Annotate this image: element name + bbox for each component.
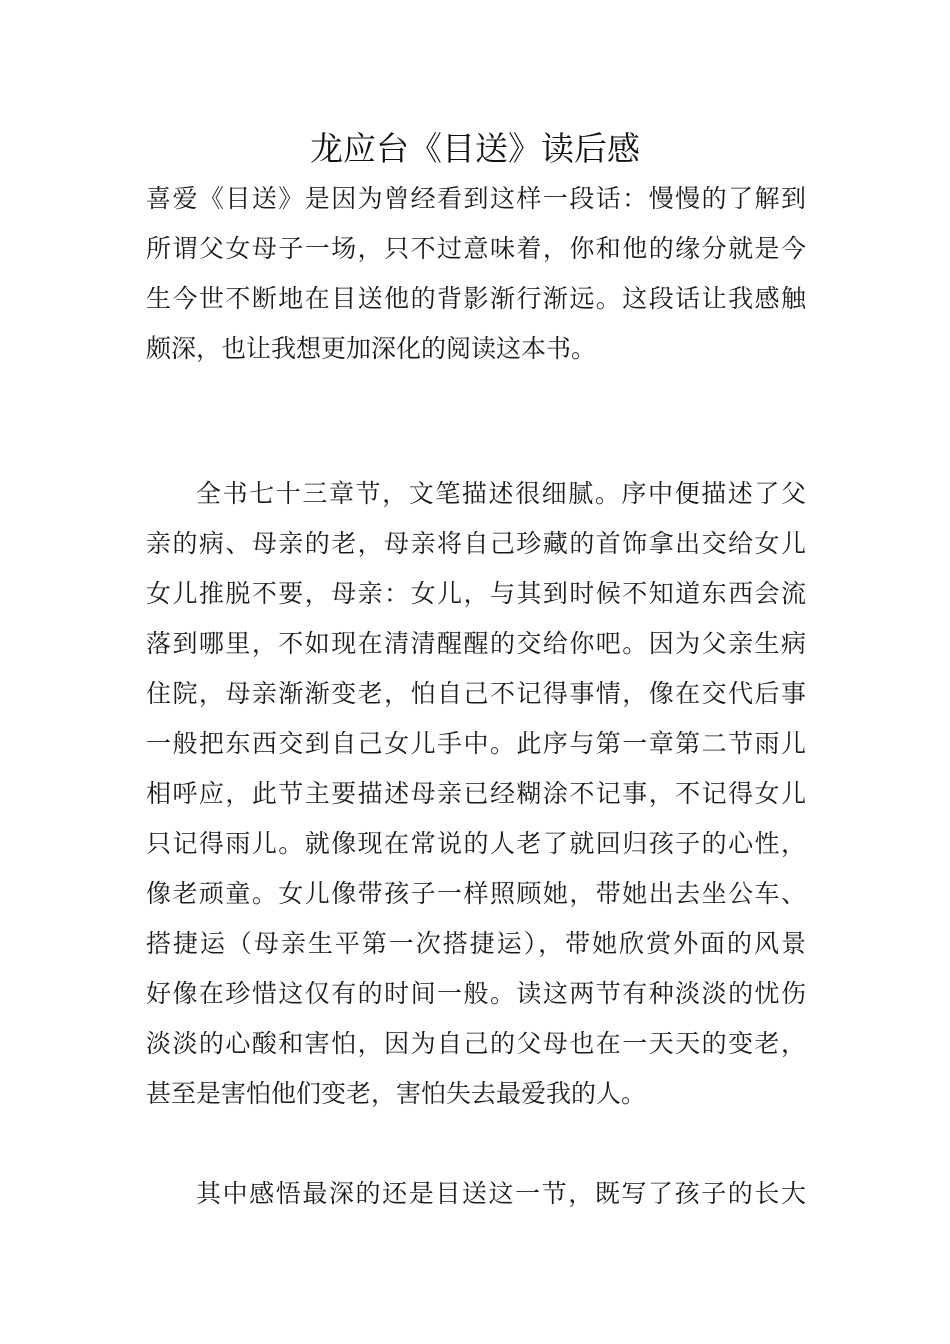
paragraph-2-line-3: 女儿推脱不要，母亲：女儿，与其到时候不知道东西会流 [146,579,806,608]
paragraph-1-line-1: 喜爱《目送》是因为曾经看到这样一段话：慢慢的了解到 [146,184,806,213]
paragraph-2-line-5: 住院，母亲渐渐变老，怕自己不记得事情，像在交代后事 [146,679,806,708]
paragraph-2-line-13: 甚至是害怕他们变老，害怕失去最爱我的人。 [146,1079,647,1108]
paragraph-2-line-7: 相呼应，此节主要描述母亲已经糊涂不记事，不记得女儿 [146,779,806,808]
paragraph-2-line-6: 一般把东西交到自己女儿手中。此序与第一章第二节雨儿 [146,729,806,758]
paragraph-2-line-11: 好像在珍惜这仅有的时间一般。读这两节有种淡淡的忧伤 [146,979,806,1008]
paragraph-1-line-4: 颇深，也让我想更加深化的阅读这本书。 [146,334,597,363]
paragraph-1-line-2: 所谓父女母子一场，只不过意味着，你和他的缘分就是今 [146,234,806,263]
paragraph-2-line-4: 落到哪里，不如现在清清醒醒的交给你吧。因为父亲生病 [146,629,806,658]
paragraph-2-line-2: 亲的病、母亲的老，母亲将自己珍藏的首饰拿出交给女儿 [146,529,806,558]
document-title: 龙应台《目送》读后感 [310,129,640,168]
paragraph-1-line-3: 生今世不断地在目送他的背影渐行渐远。这段话让我感触 [146,284,806,313]
paragraph-3-line-1: 其中感悟最深的还是目送这一节，既写了孩子的长大 [196,1179,806,1208]
paragraph-2-line-10: 搭捷运（母亲生平第一次搭捷运），带她欣赏外面的风景 [146,929,806,958]
paragraph-2-line-9: 像老顽童。女儿像带孩子一样照顾她，带她出去坐公车、 [146,879,806,908]
paragraph-2-line-8: 只记得雨儿。就像现在常说的人老了就回归孩子的心性， [146,829,806,858]
paragraph-2-line-1: 全书七十三章节，文笔描述很细腻。序中便描述了父 [196,479,806,508]
paragraph-2-line-12: 淡淡的心酸和害怕，因为自己的父母也在一天天的变老， [146,1029,806,1058]
